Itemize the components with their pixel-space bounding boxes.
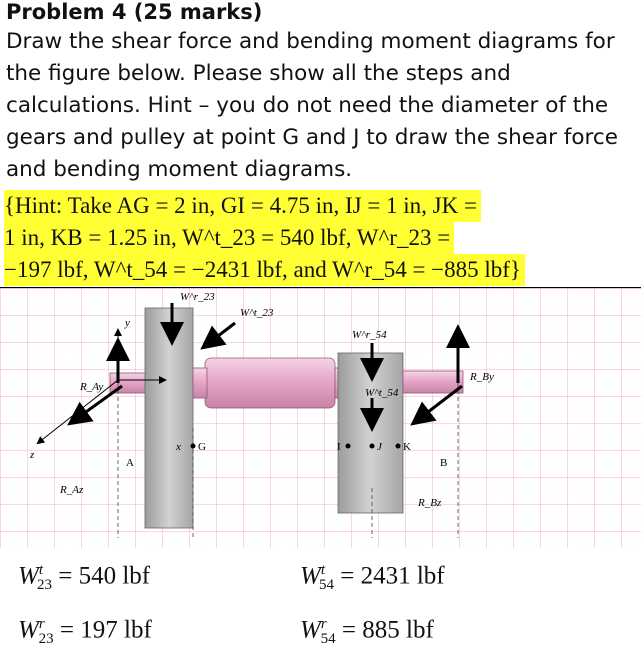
point-g-dot (191, 444, 196, 449)
label-x: x (176, 441, 181, 453)
label-rAy: R_Ay (80, 381, 104, 393)
statement-line-4: gears and pulley at point G and J to draw the shear force (6, 125, 618, 150)
hint-line-3: −197 lbf, W^t_54 = −2431 lbf, and W^r_54 = −885 lbf} (4, 254, 525, 286)
grid-background (0, 288, 641, 548)
shaft-collar (193, 368, 207, 398)
label-z: z (30, 449, 35, 461)
statement-line-2: the figure below. Please show all the steps and (6, 61, 511, 86)
label-rAz: R_Az (60, 484, 84, 496)
problem-title: Problem 4 (25 marks) (6, 0, 263, 24)
point-k-dot (396, 444, 401, 449)
hint-line-2: 1 in, KB = 1.25 in, W^t_23 = 540 lbf, W^r_23 = (4, 222, 454, 254)
shaft-main (205, 358, 335, 408)
shaft-right (403, 371, 463, 393)
label-g: G (198, 441, 206, 453)
label-b: B (440, 457, 448, 469)
statement-line-3: calculations. Hint – you do not need the diameter of the (6, 93, 609, 118)
given-loads (0, 548, 641, 657)
pulley-j (338, 353, 403, 513)
point-i-dot (346, 444, 351, 449)
gear-g (145, 308, 193, 528)
label-k: K (403, 441, 411, 453)
given-w54t: $W^t_{54} = 2431$ lbf (300, 562, 445, 594)
shaft-figure (0, 288, 641, 548)
label-w54t: W^t_54 (365, 387, 399, 399)
label-w23t: W^t_23 (240, 307, 274, 319)
problem-statement (6, 26, 636, 186)
given-w23t-value: = 540 lbf (58, 562, 151, 590)
hint-block (4, 190, 525, 286)
label-i: I (337, 441, 341, 453)
point-j-dot (370, 444, 375, 449)
given-w54r: $W^r_{54} = 885$ lbf (300, 616, 434, 648)
given-w54r-value: = 885 lbf (341, 616, 434, 644)
statement-line-5: and bending moment diagrams. (6, 157, 353, 182)
given-w23r: $W^r_{23} = 197$ lbf (18, 616, 152, 648)
label-j: J (377, 441, 382, 453)
label-y: y (125, 317, 130, 329)
given-w23r-value: = 197 lbf (59, 616, 152, 644)
label-rBz: R_Bz (418, 497, 442, 509)
hint-line-1: {Hint: Take AG = 2 in, GI = 4.75 in, IJ = 1 in, JK = (4, 190, 481, 222)
label-w54r: W^r_54 (352, 329, 387, 341)
label-rBy: R_By (470, 371, 494, 383)
given-w54t-value: = 2431 lbf (340, 562, 445, 590)
given-w23t: $W^t_{23} = 540$ lbf (18, 562, 151, 594)
statement-line-1: Draw the shear force and bending moment diagrams for (6, 29, 615, 54)
label-w23r: W^r_23 (180, 291, 215, 303)
label-a: A (126, 457, 134, 469)
